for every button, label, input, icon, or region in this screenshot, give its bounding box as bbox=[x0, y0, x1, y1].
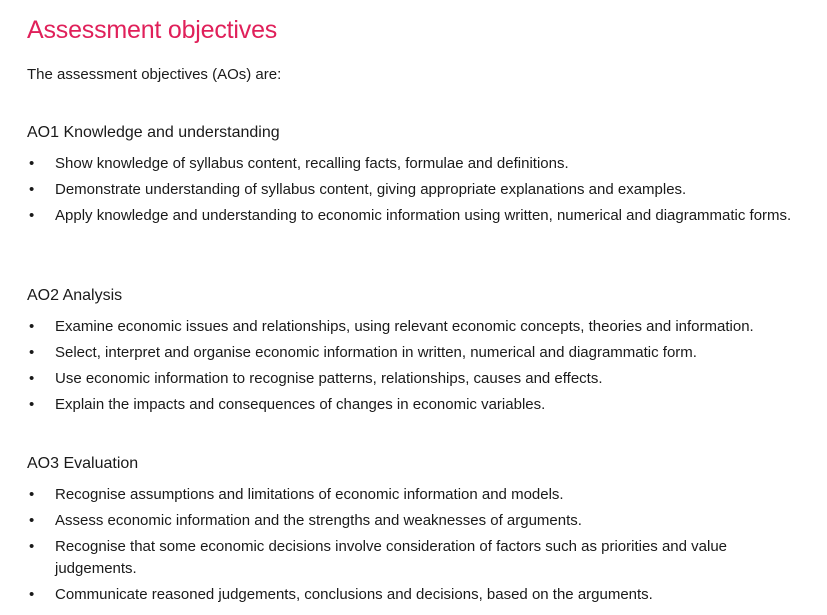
bullet-icon: • bbox=[29, 344, 35, 361]
list-item bbox=[27, 342, 795, 364]
bullet-list bbox=[27, 153, 807, 227]
bullet-icon: • bbox=[29, 586, 35, 603]
list-item bbox=[27, 510, 795, 532]
list-item-text: Communicate reasoned judgements, conclusions and decisions, based on the arguments. bbox=[55, 586, 653, 603]
list-item-text: Demonstrate understanding of syllabus content, giving appropriate explanations and examples. bbox=[55, 181, 687, 198]
list-item-text: Show knowledge of syllabus content, recalling facts, formulae and definitions. bbox=[55, 155, 569, 172]
section-ao2 bbox=[27, 286, 807, 420]
bullet-icon: • bbox=[29, 318, 35, 335]
bullet-icon: • bbox=[29, 486, 35, 503]
section-heading: AO3 Evaluation bbox=[27, 455, 139, 472]
list-item-text: Explain the impacts and consequences of changes in economic variables. bbox=[55, 396, 546, 413]
page-title: Assessment objectives bbox=[27, 16, 278, 44]
list-item bbox=[27, 153, 795, 175]
list-item-text: Examine economic issues and relationships, using relevant economic concepts, theories and information. bbox=[55, 318, 754, 335]
list-item bbox=[27, 316, 795, 338]
bullet-icon: • bbox=[29, 538, 35, 555]
list-item-text: Recognise assumptions and limitations of economic information and models. bbox=[55, 486, 564, 503]
bullet-list bbox=[27, 484, 807, 606]
list-item-text: Assess economic information and the strengths and weaknesses of arguments. bbox=[55, 512, 582, 529]
list-item-text: Use economic information to recognise patterns, relationships, causes and effects. bbox=[55, 370, 603, 387]
bullet-icon: • bbox=[29, 396, 35, 413]
bullet-icon: • bbox=[29, 207, 35, 224]
list-item bbox=[27, 205, 795, 227]
list-item-text: Select, interpret and organise economic information in written, numerical and diagrammatic form. bbox=[55, 344, 697, 361]
list-item bbox=[27, 394, 795, 416]
bullet-icon: • bbox=[29, 181, 35, 198]
list-item bbox=[27, 368, 795, 390]
section-heading: AO1 Knowledge and understanding bbox=[27, 124, 280, 141]
list-item-text: Apply knowledge and understanding to economic information using written, numerical and diagrammatic forms. bbox=[55, 207, 792, 224]
bullet-icon: • bbox=[29, 370, 35, 387]
bullet-icon: • bbox=[29, 512, 35, 529]
bullet-icon: • bbox=[29, 155, 35, 172]
intro-text: The assessment objectives (AOs) are: bbox=[27, 66, 282, 83]
list-item bbox=[27, 179, 795, 201]
list-item bbox=[27, 536, 795, 580]
list-item bbox=[27, 584, 795, 606]
list-item-text: Recognise that some economic decisions involve consideration of factors such as priorities and value judgements. bbox=[55, 538, 728, 577]
section-ao1 bbox=[27, 123, 807, 231]
list-item bbox=[27, 484, 795, 506]
bullet-list bbox=[27, 316, 807, 416]
section-ao3 bbox=[27, 454, 807, 610]
section-heading: AO2 Analysis bbox=[27, 287, 123, 304]
